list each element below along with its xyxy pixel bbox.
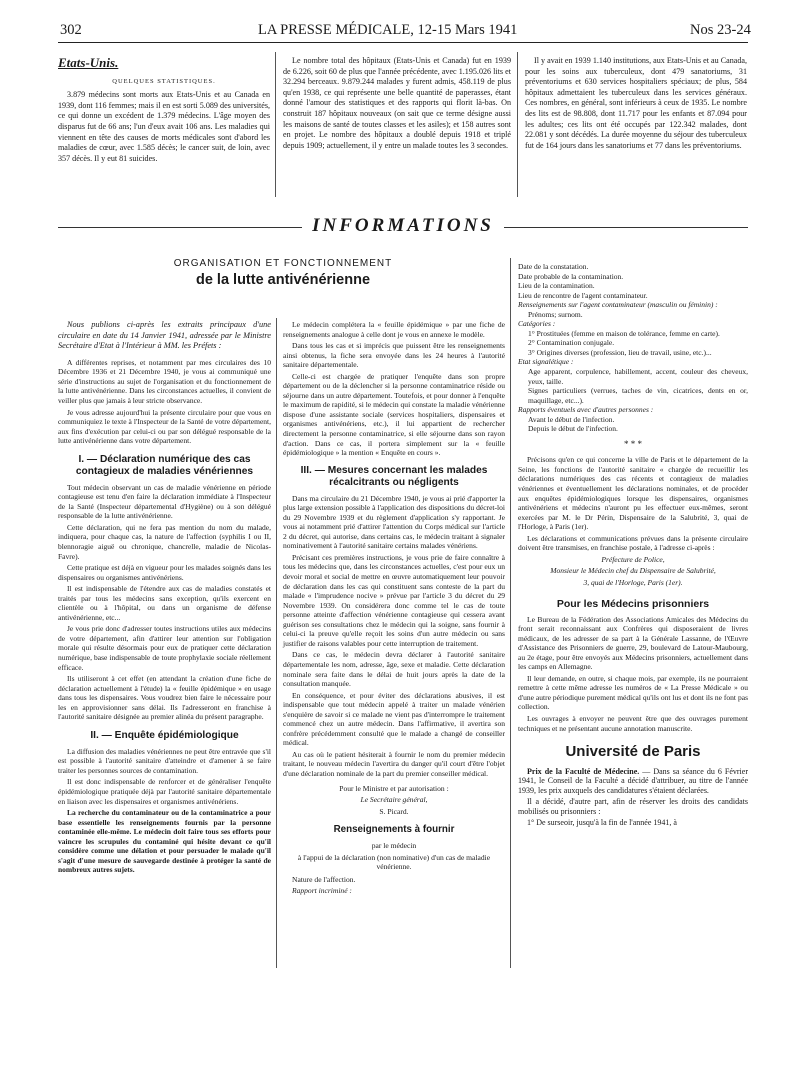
article-col-b xyxy=(283,320,505,898)
address-line: 3, quai de l'Horloge, Paris (1er). xyxy=(583,577,683,587)
paragraph: Il a décidé, d'autre part, afin de réserver les droits des candidats mobilisés ou prisonniers : xyxy=(518,797,748,816)
paragraph: 1° De surseoir, jusqu'à la fin de l'année 1941, à xyxy=(527,818,677,828)
column-rule xyxy=(276,318,277,968)
top-col-1 xyxy=(58,52,270,166)
paragraph: Dans ce cas, le médecin devra déclarer à l'autorité sanitaire départementale les nom, adresse, âge, sexe et maladie. Cette déclaration nominale sera faite dans le délai de huit jours après la date de la consultation manquée. xyxy=(283,650,505,689)
paragraph: Au cas où le patient hésiterait à fournir le nom du premier médecin traitant, le nouveau médecin l'avertira du danger qu'il court d'être l'objet d'une déclaration nominale de la part du premier conseiller médical. xyxy=(283,749,505,778)
paragraph: Je vous adresse aujourd'hui la présente circulaire pour que vous en communiquiez le texte à l'Inspecteur de la Santé de votre département, aux fins d'exécution par celui-ci ou par son délégué responsable de la lutte antivénérienne dans votre département. xyxy=(58,407,271,446)
stats-subtitle: QUELQUES STATISTIQUES. xyxy=(112,77,216,85)
paragraph: En conséquence, et pour éviter des déclarations abusives, il est indispensable que tout médecin appelé à traiter un malade vénérien s'enquière de savoir si ce malade ne vient pas d'interrompre le traitement commencé chez un autre médecin. Dans l'affirmative, il avertira son confrère précédemment consulté que le malade a changé de conseiller médical. xyxy=(283,690,505,748)
section-heading: I. — Déclaration numérique des cas contagieux de maladies vénériennes xyxy=(75,453,254,477)
informations-banner: INFORMATIONS xyxy=(58,215,748,237)
paragraph: Il est indispensable de l'étendre aux cas de maladies constatés et traités par tous les médecins sans exception, qu'ils exercent en clientèle ou à l'hôpital, ou dans un organisme de défense antivénérienne, etc... xyxy=(58,584,271,622)
section-heading: II. — Enquête épidémiologique xyxy=(90,729,239,741)
paragraph: Les déclarations et communications prévues dans la présente circulaire doivent être transmises, en franchise postale, à l'adresse ci-après : xyxy=(518,533,748,553)
list-item: Rapports éventuels avec d'autres personnes : xyxy=(518,405,654,415)
form-subtitle: par le médecin xyxy=(371,841,417,851)
list-item: Catégories : xyxy=(518,319,556,329)
address-line: Monsieur le Médecin chef du Dispensaire de Salubrité, xyxy=(550,566,716,576)
prize-title: Prix de la Faculté de Médecine. xyxy=(527,766,640,776)
paragraph: Il leur demande, en outre, si chaque mois, par exemple, ils ne pourraient remettre à cette même adresse les numéros de « La Presse Médicale » ou d'une autre périodique purement médical qu'ils ont lus et dont ils ne font pas collection. xyxy=(518,673,748,712)
top-col-3 xyxy=(525,56,747,153)
list-item: 1° Prostituées (femme en maison de tolérance, femme en carte). xyxy=(528,328,720,338)
paragraph: Le Bureau de la Fédération des Associations Amicales des Médecins du front serait reconnaissant aux Confrères qui disposeraient de livres médicaux, de les adresser de sa part à la Générale Lassanne, de l'Œuvre d'Assistance des Prisonniers de guerre, 29, boulevard de Latour-Maubourg, au 2e étage, pour être envoyés aux Médecins prisonniers, actuellement dans les camps en Allemagne. xyxy=(518,614,748,672)
paragraph: Il est donc indispensable de renforcer et de généraliser l'enquête épidémiologique pratiquée déjà par l'autorité sanitaire départementale en liaison avec les dispensaires et organismes antivénériens. xyxy=(58,777,271,806)
paragraph: A différentes reprises, et notamment par mes circulaires des 10 Décembre 1936 et 21 Décembre 1940, je vous ai communiqué une série d'instructions au sujet de l'organisation et du fonctionnement de la lutte antivénérienne. Dans les circonstances actuelles, il convient de veiller plus que jamais à leur stricte observance. xyxy=(58,357,271,405)
org-title: de la lutte antivénérienne xyxy=(195,272,371,288)
form-field-list xyxy=(518,262,748,434)
list-item: Avant le début de l'infection. xyxy=(528,414,615,424)
list-item: 3° Origines diverses (profession, lieu de travail, usine, etc.)... xyxy=(528,347,712,357)
list-item: Age apparent, corpulence, habillement, accent, couleur des cheveux, yeux, taille. xyxy=(528,367,748,386)
article-col-a xyxy=(58,320,271,877)
paragraph: Cette pratique est déjà en vigueur pour les malades soignés dans les dispensaires ou organismes antivénériens. xyxy=(58,563,271,582)
list-item: Signes particuliers (verrues, taches de vin, cicatrices, dents en or, maquillage, etc...). xyxy=(528,386,748,405)
list-item: Lieu de la contamination. xyxy=(518,281,595,291)
page-number: 302 xyxy=(60,22,82,38)
paragraph: — Dans sa séance du 6 Février 1941, le Conseil de la Faculté a décidé d'attribuer, au titre de l'année 1939, les prix auxquels des candidatures s'étaient déclarées. xyxy=(518,766,748,795)
intro: Nous publions ci-après les extraits principaux d'une circulaire en date du 14 Janvier 1941, adressée par le Ministre Secrétaire d'Etat à l'Intérieur à MM. les Préfets : xyxy=(58,320,271,351)
column-rule xyxy=(510,258,511,968)
org-kicker: ORGANISATION ET FONCTIONNEMENT xyxy=(173,258,393,269)
column-rule xyxy=(517,52,518,197)
section-heading: Renseignements à fournir xyxy=(333,824,455,836)
column-rule xyxy=(275,52,276,197)
signature-title: Le Secrétaire général, xyxy=(360,795,428,805)
list-item: 2° Contamination conjugale. xyxy=(528,338,615,348)
list-item: Renseignements sur l'agent contaminateur (masculin ou féminin) : xyxy=(518,300,718,310)
section-heading: III. — Mesures concernant les malades récalcitrants ou négligents xyxy=(300,464,488,488)
list-item: Date probable de la contamination. xyxy=(518,271,624,281)
section-separator: * * * xyxy=(624,438,642,449)
form-field: Nature de l'affection. xyxy=(292,874,356,884)
signature-line: Pour le Ministre et par autorisation : xyxy=(339,783,449,793)
paragraph: Ils utiliseront à cet effet (en attendant la création d'une fiche de déclaration actuellement à l'étude) la « feuille épidémique » en usage dans tous les dispensaires. Vous voudrez bien faire le nécessaire pour les en approvisionner sans délai. Ils l'adresseront en franchise à l'autorité sanitaire désignée au premier alinéa du présent paragraphe. xyxy=(58,674,271,722)
paragraph: Cette déclaration, qui ne fera pas mention du nom du malade, indiquera, pour chaque cas, la nature de l'affection (syphilis I ou II, blennoragie aiguë ou chronique, chancrelle, maladie de Nicolas-Favre). xyxy=(58,522,271,561)
paragraph: Dans tous les cas et si imprécis que puissent être les renseignements ainsi obtenus, la fiche sera envoyée dans les 24 heures à l'autorité sanitaire départementale. xyxy=(283,341,505,370)
form-subtitle: à l'appui de la déclaration (non nominative) d'un cas de maladie vénérienne. xyxy=(297,852,491,872)
paragraph: Tout médecin observant un cas de maladie vénérienne en période contagieuse est tenu d'en faire la déclaration immédiate à l'Inspecteur de la Santé (Inspecteur départemental d'Hygiène) ou à son délégué responsable de la lutte antivénérienne. xyxy=(58,482,271,521)
paragraph: La diffusion des maladies vénériennes ne peut être entravée que s'il est possible à l'autorité sanitaire d'atteindre et d'amener à se faire traiter les personnes sources de contamination. xyxy=(58,746,271,775)
org-heading xyxy=(58,258,508,288)
paragraph: Dans ma circulaire du 21 Décembre 1940, je vous ai prié d'apporter la plus large extension possible à l'application des dispositions du décret-loi du 29 Novembre 1939 et du règlement d'application s'y rapportant. Je vous ai notamment prié d'attirer l'attention du Corps médical sur l'article 2 du décret, qui autorise, dans certains cas, le médecin traitant à signaler nominativement à l'autorité sanitaire certains malades vénériens. xyxy=(283,493,505,551)
university-heading: Université de Paris xyxy=(565,743,701,761)
form-field: Rapport incriminé : xyxy=(292,886,352,896)
issue-number: Nos 23-24 xyxy=(690,22,751,38)
paragraph: Précisons qu'en ce qui concerne la ville de Paris et le département de la Seine, les fonctions de l'autorité sanitaire « chargée de recueillir les déclarations numériques des cas récents et contagieux de maladies vénériennes et éventuellement les déclarations nominales, et de procéder aux enquêtes épidémiologiques lorsque les dispensaires, organismes antivénériens et médecins n'auront pu les effectuer eux-mêmes, seront exercées par M. le Dr Périn, Dispensaire de la Salubrité, 3, quai de l'Horloge, à Paris (1er). xyxy=(518,455,748,532)
paragraph: La recherche du contaminateur ou de la contaminatrice a pour base essentielle les renseignements fournis par la personne contaminée elle-même. Le médecin doit faire tous ses efforts pour vaincre les scrupules du contaminé qui hésite devant ce qu'il considère comme une délation et pour persuader le malade qu'il s'agit d'une mesure de sauvegarde destinée à protéger la santé de nombreux autres sujets. xyxy=(58,808,271,875)
signature-name: S. Picard. xyxy=(379,806,409,816)
paragraph: Précisant ces premières instructions, je vous prie de faire connaître à tous les médecins que, dans les circonstances actuelles, c'est pour eux un devoir moral et social de mettre en œuvre automatiquement leur pouvoir de déclaration dans les cas qui constituent sans conteste de la part du malade « l'imprudence nocive » prévue par l'article 3 du décret du 29 Novembre 1939. On considérera donc comme tel le cas de toute personne atteinte d'affection vénérienne contagieuse qui cessera avant guérison ses consultations chez le médecin qui la soigne, sans fournir à celui-ci la preuve qu'elle reçoit les soins d'un autre médecin ou sans justifier de raisons valables pour cette interruption de traitement. xyxy=(283,552,505,648)
list-item: Depuis le début de l'infection. xyxy=(528,424,618,434)
top-col-2 xyxy=(283,56,511,153)
list-item: Lieu de rencontre de l'agent contaminateur. xyxy=(518,290,648,300)
paragraph: Je vous prie donc d'adresser toutes instructions utiles aux médecins de votre département, afin d'attirer leur attention sur l'obligation morale qui résulte désormais pour eux de pratiquer cette déclaration numérique, base indispensable de toute prophylaxie sociale réellement efficace. xyxy=(58,624,271,672)
address-line: Préfecture de Police, xyxy=(601,554,665,564)
article-col-c xyxy=(518,262,748,830)
country-heading: Etats-Unis. xyxy=(58,55,119,70)
paragraph: Il y avait en 1939 1.140 institutions, aux Etats-Unis et au Canada, pour les soins aux tuberculeux, dont 479 sanatoriums, 31 préventoriums et 630 services hospitaliers spéciaux; de plus, 584 hôpitaux admettaient les tuberculeux dans les services généraux. Ces nombres, en général, sont inférieurs à ceux de 1935. Le nombre des lits est de 98.808, dont 11.717 pour les enfants et 87.094 pour les adultes; ces lits ont été occupés par 122.342 malades, dont 22.081 y sont décédés. La durée moyenne du séjour des tuberculeux fut de 164 jours dans les sanatoriums et 77 dans les préventoriums. xyxy=(525,56,747,150)
header-rule xyxy=(58,42,748,43)
paragraph: Celle-ci est chargée de pratiquer l'enquête dans son propre département ou de la déclencher si la personne contaminatrice réside ou séjourne dans un autre département. Toutefois, et pour donner à l'enquête le maximum de rapidité, si le médecin qui constate la maladie vénérienne dispose d'une assistante sociale (services hospitaliers, dispensaires et organismes antivénériens, etc.), il lui appartient de rechercher directement la personne contaminatrice, si elle séjourne dans son rayon d'action. Dans ce cas, il portera simplement sur la « feuille épidémiologique » la mention « Enquête en cours ». xyxy=(283,371,505,458)
paragraph: Le nombre total des hôpitaux (Etats-Unis et Canada) fut en 1939 de 6.226, soit 60 de plus que l'année précédente, avec 1.195.026 lits et 32.294 berceaux. 9.879.244 malades y furent admis, 458.119 de plus qu'en 1938, ce qui représente une belle quantité de paperasses, étant donné l'amour des statistiques et des rapports qui florit là-bas. On construit 187 hôpitaux nouveaux (on sait que ce terme désigne aussi les maisons de santé de toutes classes et les asiles); et 158 autres sont en projet. Le nombre des hôpitaux a doublé depuis 1918 et triplé depuis 1909; actuellement, il y entre un malade toutes les 3 secondes. xyxy=(283,56,511,150)
list-item: Etat signalétique : xyxy=(518,357,574,367)
list-item: Prénoms; surnom. xyxy=(528,309,583,319)
section-heading: Pour les Médecins prisonniers xyxy=(556,597,710,610)
paragraph: Les ouvrages à envoyer ne peuvent être que des ouvrages purement techniques et ne présentant aucune annotation manuscrite. xyxy=(518,713,748,733)
list-item: Date de la constatation. xyxy=(518,262,589,271)
paragraph: 3.879 médecins sont morts aux Etats-Unis et au Canada en 1939, dont 116 femmes; mais il en est sorti 5.089 des universités, ce qui donne un excédent de 1.379 médecins. L'âge moyen des disparus fut de 66 ans; l'un d'eux avait 106 ans. Les maladies qui viennent en tête des causes de morts médicales sont d'abord les maladies de cœur, avec 1.585 décès; le cancer suit, de loin, avec 357 décès. Il y eut 81 suicides. xyxy=(58,90,270,163)
journal-title: LA PRESSE MÉDICALE, 12-15 Mars 1941 xyxy=(258,22,518,38)
paragraph: Le médecin complétera la « feuille épidémique » par une fiche de renseignements analogue à celle dont je vous en annexe le modèle. xyxy=(283,320,505,339)
